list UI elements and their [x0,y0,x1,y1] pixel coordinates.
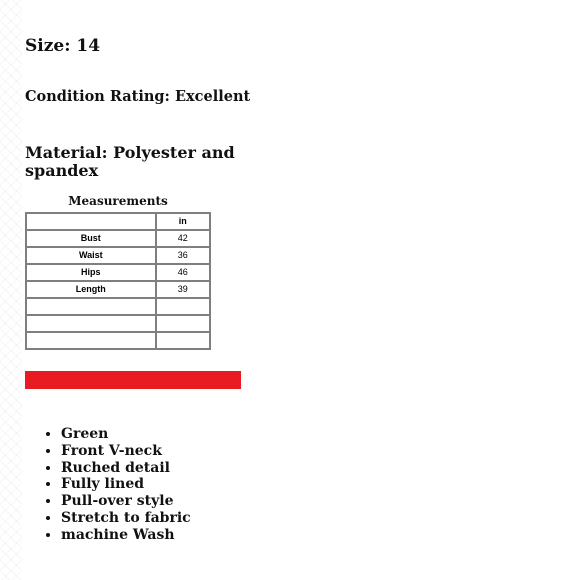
size-heading [25,36,100,56]
accent-bar [25,371,241,389]
measurement-value [156,332,210,349]
table-row [26,281,210,298]
measurement-label: Waist [26,247,156,264]
measurements-title: Measurements [68,194,168,208]
table-row [26,298,210,315]
measurement-value: 39 [156,281,210,298]
features-list [25,426,191,544]
list-item: • machine Wash [61,527,191,544]
measurement-header-label [26,213,156,230]
measurement-label [26,332,156,349]
list-item: • Ruched detail [61,460,191,477]
measurement-label: Hips [26,264,156,281]
measurement-label [26,298,156,315]
measurement-value: 36 [156,247,210,264]
measurement-value: 42 [156,230,210,247]
table-row [26,247,210,264]
table-row [26,332,210,349]
measurement-value [156,315,210,332]
condition-heading [25,88,250,105]
table-row [26,315,210,332]
list-item: • Fully lined [61,476,191,493]
measurements-table [25,212,211,350]
list-item: • Stretch to fabric [61,510,191,527]
table-row [26,264,210,281]
material-value: Polyester and spandex [25,143,235,181]
table-row [26,230,210,247]
list-item: • Front V-neck [61,443,191,460]
measurement-unit-header: in [156,213,210,230]
measurements-header-row [26,213,210,230]
measurement-value [156,298,210,315]
list-item: • Pull-over style [61,493,191,510]
condition-label: Condition Rating: [25,88,170,105]
measurement-label: Bust [26,230,156,247]
content-panel [25,0,580,580]
list-item: • Green [61,426,191,443]
measurement-value: 46 [156,264,210,281]
material-heading [25,144,245,181]
size-value: 14 [76,36,101,56]
material-label: Material: [25,143,108,162]
condition-value: Excellent [174,88,251,105]
measurement-label: Length [26,281,156,298]
measurement-label [26,315,156,332]
size-label: Size: [25,36,71,56]
